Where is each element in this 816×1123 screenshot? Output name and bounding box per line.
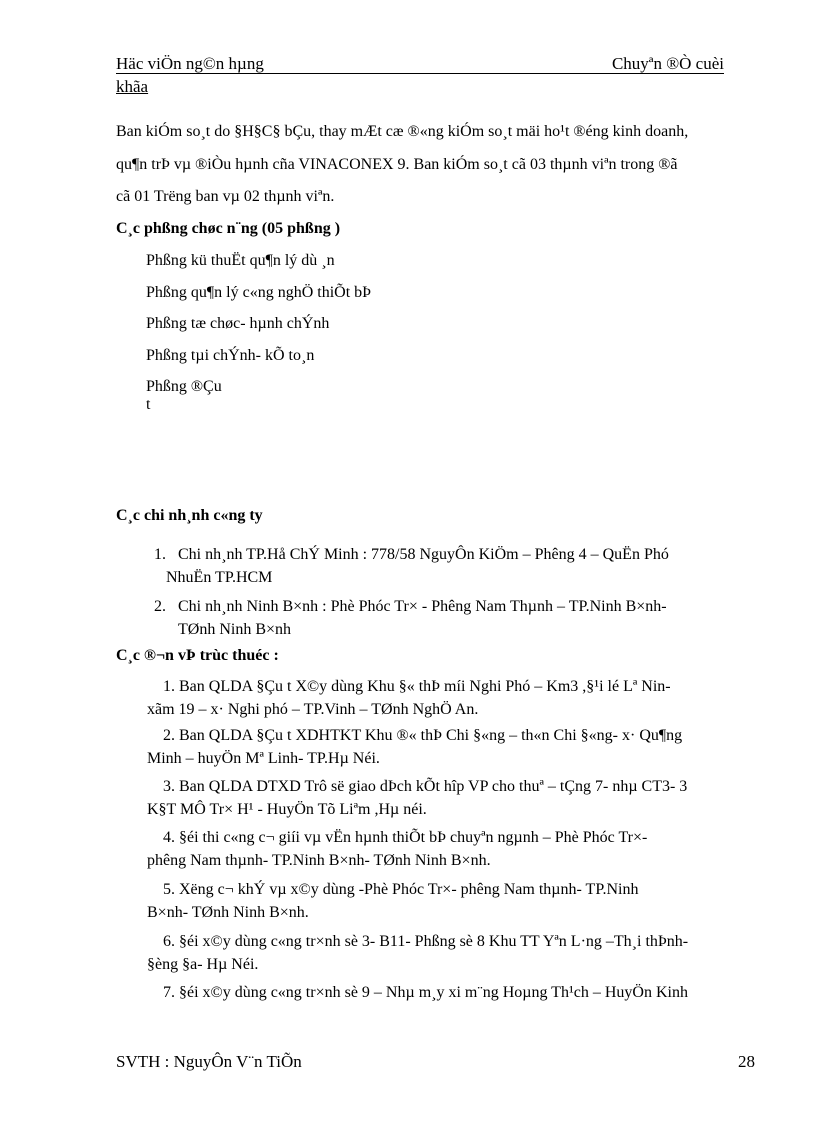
branch-line: NhuËn TP.HCM — [166, 569, 273, 586]
unit-item — [147, 675, 739, 721]
unit-line: K§T MÔ Tr× H¹ - HuyÖn Tõ Liªm ,Hµ néi. — [147, 801, 427, 818]
unit-item — [163, 981, 739, 1004]
department-item: Phßng ®Çu t — [146, 378, 222, 413]
unit-item — [147, 775, 739, 821]
department-item: Phßng kü thuËt qu¶n lý dù ¸n — [146, 252, 335, 269]
department-item: Phßng tæ chøc- hµnh chÝnh — [146, 315, 330, 332]
branch-line: TØnh Ninh B×nh — [178, 621, 292, 638]
unit-line: xãm 19 – x· Nghi phó – TP.Vinh – TØnh NghÖ An. — [147, 701, 479, 718]
intro-line-3: cã 01 Trëng ban vµ 02 thµnh viªn. — [116, 188, 335, 205]
intro-line-2: qu¶n trÞ vµ ®iÒu hµnh cña VINACONEX 9. Ban kiÓm so¸t cã 03 thµnh viªn trong ®ã — [116, 156, 678, 173]
unit-line: §èng §a- Hµ Néi. — [147, 956, 259, 973]
intro-line-1: Ban kiÓm so¸t do §H§C§ bÇu, thay mÆt cæ ®«ng kiÓm so¸t mäi ho¹t ®éng kinh doanh, — [116, 123, 689, 140]
header-right: Chuyªn ®Ò cuèi — [611, 54, 724, 73]
unit-item — [147, 930, 739, 976]
header-left: Häc viÖn ng©n hµng — [116, 54, 264, 73]
unit-item — [147, 724, 739, 770]
units-heading: C¸c ®¬n vÞ trùc thuéc : — [116, 647, 279, 664]
unit-line: 4. §éi thi c«ng c¬ giíi vµ vËn hµnh thiÕt bÞ chuyªn ngµnh – Phè Phóc Tr×- — [163, 829, 648, 846]
unit-line: 6. §éi x©y dùng c«ng tr×nh sè 3- B11- Phßng sè 8 Khu TT Yªn L·ng –Th¸i thÞnh- — [163, 933, 689, 950]
unit-item — [147, 878, 739, 924]
department-item: Phßng qu¶n lý c«ng nghÖ thiÕt bÞ — [146, 284, 372, 301]
departments-heading: C¸c phßng chøc n¨ng (05 phßng ) — [116, 220, 341, 237]
branch-line: Chi nh¸nh TP.Hå ChÝ Minh : 778/58 NguyÔn KiÖm – Phêng 4 – QuËn Phó — [178, 546, 669, 563]
branch-number: 1. — [154, 546, 166, 563]
page-number: 28 — [738, 1052, 755, 1071]
unit-line: 5. Xëng c¬ khÝ vµ x©y dùng -Phè Phóc Tr×- phêng Nam thµnh- TP.Ninh — [163, 881, 639, 898]
branch-item — [154, 543, 740, 589]
unit-item — [147, 826, 739, 872]
branch-line: Chi nh¸nh Ninh B×nh : Phè Phóc Tr× - Phêng Nam Thµnh – TP.Ninh B×nh- — [178, 598, 667, 615]
unit-line: phêng Nam thµnh- TP.Ninh B×nh- TØnh Ninh B×nh. — [147, 852, 491, 869]
unit-line: 2. Ban QLDA §Çu t XDHTKT Khu ®« thÞ Chi §«ng – th«n Chi §«ng- x· Qu¶ng — [163, 727, 683, 744]
unit-line: 7. §éi x©y dùng c«ng tr×nh sè 9 – Nhµ m¸y xi m¨ng Hoµng Th¹ch – HuyÖn Kinh — [163, 984, 688, 1001]
unit-line: B×nh- TØnh Ninh B×nh. — [147, 904, 309, 921]
unit-line: 1. Ban QLDA §Çu t X©y dùng Khu §« thÞ míi Nghi Phó – Km3 ,§¹i lé Lª Nin- — [163, 678, 671, 695]
department-item: Phßng tµi chÝnh- kÕ to¸n — [146, 347, 315, 364]
header-left-continued: khãa — [116, 77, 149, 96]
header-rule — [116, 73, 724, 74]
branch-item — [154, 595, 740, 641]
branch-number: 2. — [154, 598, 166, 615]
branches-heading: C¸c chi nh¸nh c«ng ty — [116, 507, 263, 524]
unit-line: Minh – huyÖn Mª Linh- TP.Hµ Néi. — [147, 750, 380, 767]
unit-line: 3. Ban QLDA DTXD Trô së giao dÞch kÕt hîp VP cho thuª – tÇng 7- nhµ CT3- 3 — [163, 778, 688, 795]
footer-author: SVTH : NguyÔn V¨n TiÕn — [116, 1052, 302, 1071]
